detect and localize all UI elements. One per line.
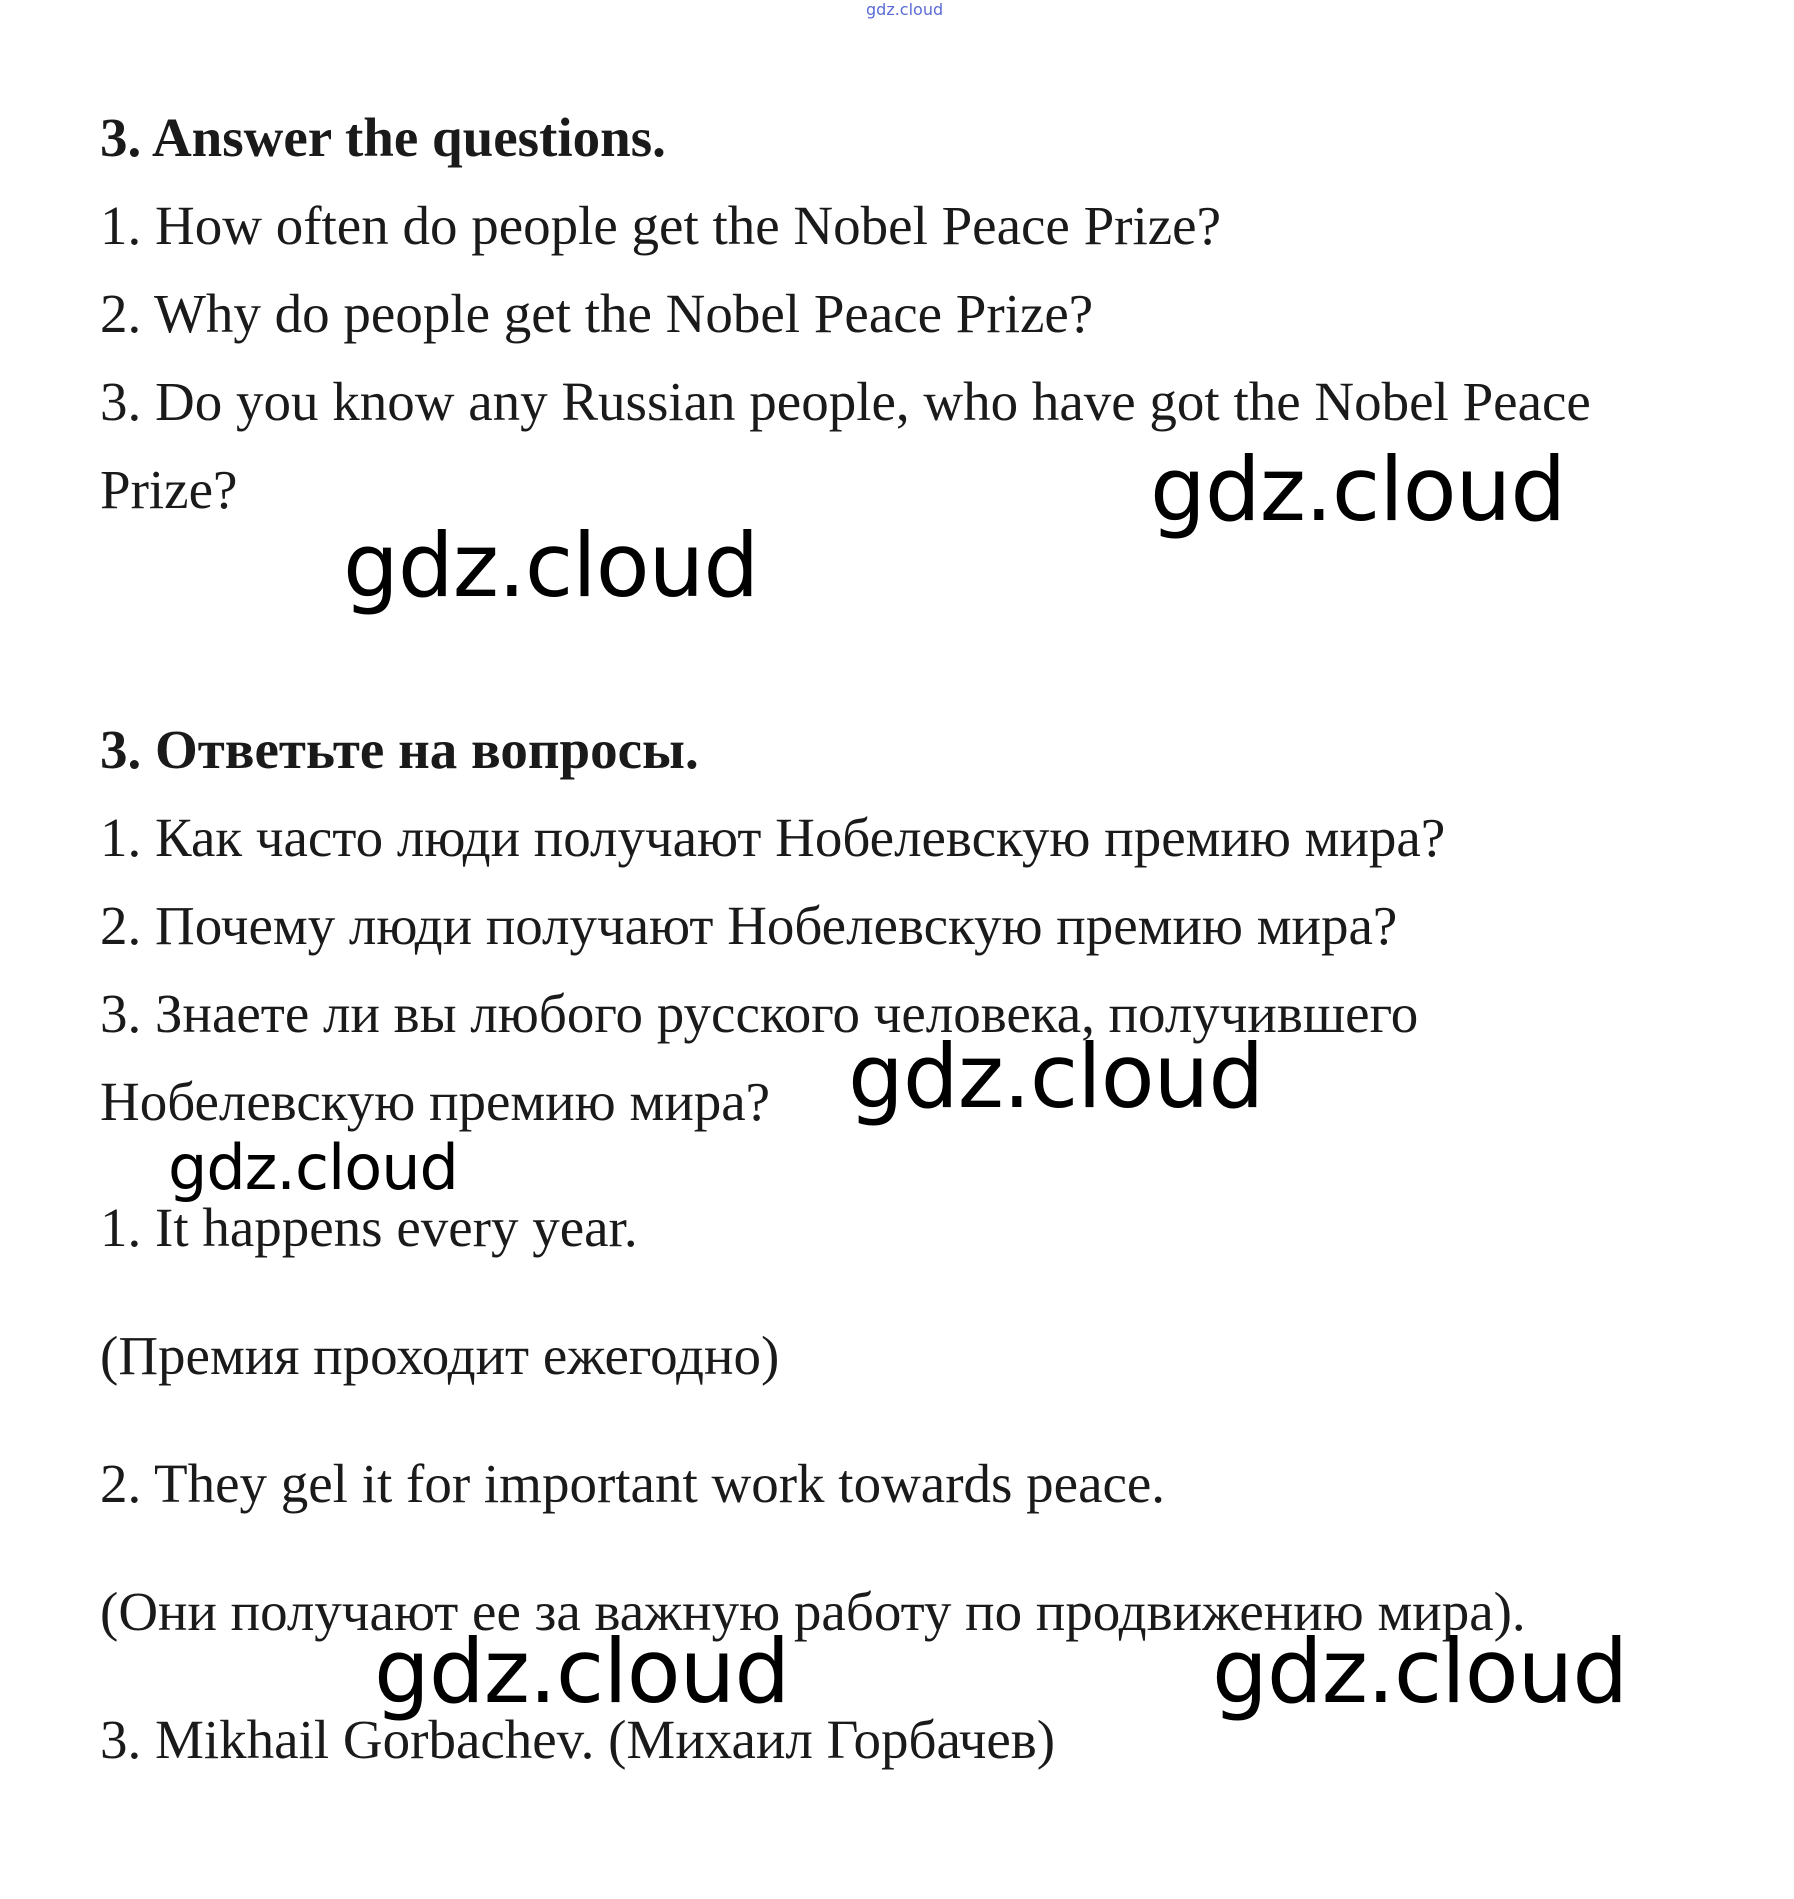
english-question-2: 2. Why do people get the Nobel Peace Prize? <box>100 283 1094 344</box>
russian-question-2: 2. Почему люди получают Нобелевскую премию мира? <box>100 895 1398 956</box>
watermark-2: gdz.cloud <box>343 514 759 617</box>
russian-heading: 3. Ответьте на вопросы. <box>100 719 699 780</box>
watermark-1: gdz.cloud <box>1150 438 1566 541</box>
watermark-3: gdz.cloud <box>848 1025 1264 1128</box>
russian-question-1: 1. Как часто люди получают Нобелевскую премию мира? <box>100 807 1446 868</box>
watermark-4: gdz.cloud <box>168 1131 458 1204</box>
english-question-3-line-1: 3. Do you know any Russian people, who have got the Nobel Peace <box>100 371 1591 432</box>
answer-2-translation: (Они получают ее за важную работу по продвижению мира). <box>100 1581 1526 1642</box>
russian-question-3-line-2: Нобелевскую премию мира? <box>100 1071 771 1132</box>
watermark-5: gdz.cloud <box>374 1620 790 1723</box>
english-question-3-line-2: Prize? <box>100 459 238 520</box>
english-heading: 3. Answer the questions. <box>100 107 666 168</box>
english-question-1: 1. How often do people get the Nobel Peace Prize? <box>100 195 1222 256</box>
answer-1-translation: (Премия проходит ежегодно) <box>100 1325 780 1386</box>
russian-question-3-line-1: 3. Знаете ли вы любого русского человека, получившего <box>100 983 1419 1044</box>
watermark-6: gdz.cloud <box>1212 1620 1628 1723</box>
answer-3: 3. Mikhail Gorbachev. (Михаил Горбачев) <box>100 1709 1056 1770</box>
answer-1: 1. It happens every year. <box>100 1197 638 1258</box>
top-watermark: gdz.cloud <box>866 0 944 19</box>
answer-2: 2. They gel it for important work towards peace. <box>100 1453 1166 1514</box>
